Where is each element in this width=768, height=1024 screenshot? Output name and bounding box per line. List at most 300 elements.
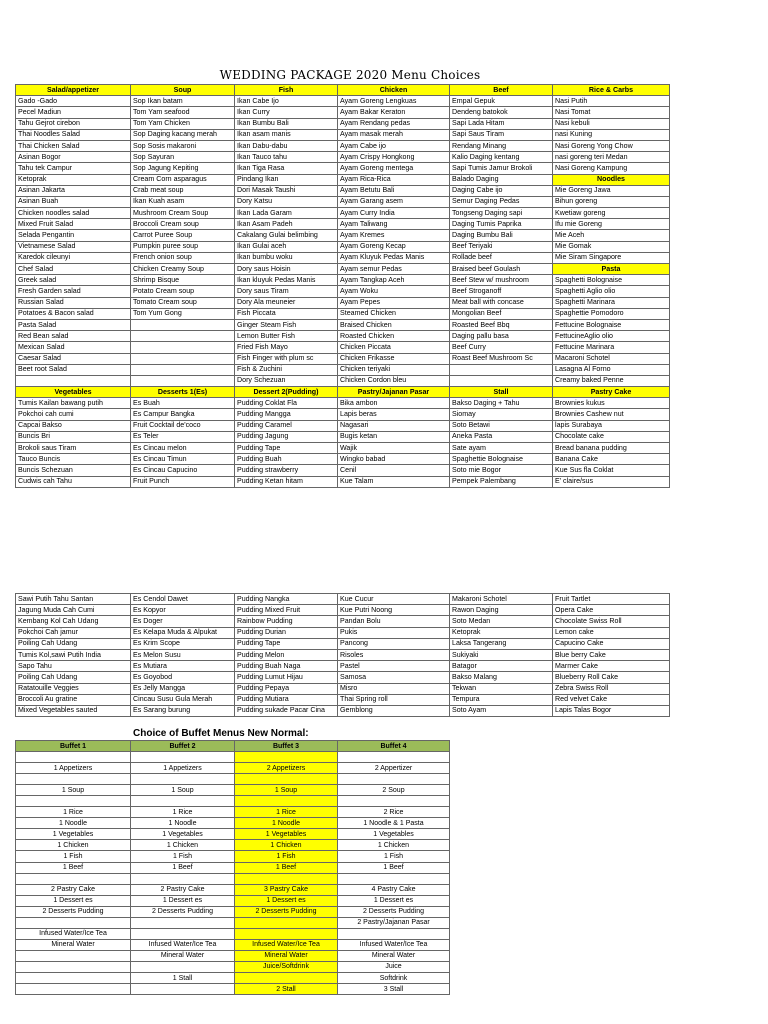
buffet-cell: 1 Appetizers <box>16 763 131 774</box>
subsection-header: Noodles <box>553 174 670 185</box>
table-cell: Sop Ikan batam <box>131 96 235 107</box>
table-cell: Nagasari <box>338 420 450 431</box>
buffet-cell: 1 Noodle <box>16 818 131 829</box>
table-cell: Dendeng batokok <box>450 107 553 118</box>
table-cell: Sukiyaki <box>450 649 553 660</box>
buffet-header-row <box>16 741 450 752</box>
table-cell: Bihun goreng <box>553 196 670 207</box>
table-row <box>16 476 670 487</box>
table-cell: Es Campur Bangka <box>131 409 235 420</box>
column-header: Rice & Carbs <box>553 85 670 96</box>
table-cell: Tempura <box>450 694 553 705</box>
table-cell: Ayam Tangkap Aceh <box>338 275 450 286</box>
buffet-cell: 1 Dessert es <box>235 895 338 906</box>
table-cell: Tongseng Daging sapi <box>450 208 553 219</box>
buffet-cell: 1 Chicken <box>16 840 131 851</box>
table-cell: Potatoes & Bacon salad <box>16 308 131 319</box>
table-cell: Cream Corn asparagus <box>131 174 235 185</box>
buffet-cell: 1 Stall <box>131 972 235 983</box>
buffet-cell <box>16 917 131 928</box>
buffet-column-header: Buffet 3 <box>235 741 338 752</box>
table-cell: Greek salad <box>16 275 131 286</box>
table-row <box>16 431 670 442</box>
table-cell <box>131 319 235 330</box>
buffet-cell <box>131 873 235 884</box>
buffet-cell: Juice <box>338 961 450 972</box>
table-cell: Chef Salad <box>16 264 131 275</box>
buffet-cell: 2 Appertizer <box>338 763 450 774</box>
table-row <box>16 649 670 660</box>
table-row <box>16 694 670 705</box>
buffet-row <box>16 840 450 851</box>
buffet-cell: 3 Pastry Cake <box>235 884 338 895</box>
buffet-row <box>16 906 450 917</box>
buffet-cell: Infused Water/Ice Tea <box>16 928 131 939</box>
table-row <box>16 96 670 107</box>
table-row <box>16 230 670 241</box>
column-header: Pastry Cake <box>553 387 670 398</box>
table-cell <box>16 375 131 386</box>
table-cell: Potato Cream soup <box>131 286 235 297</box>
table-cell: Gemblong <box>338 705 450 716</box>
table-cell: Pecel Madiun <box>16 107 131 118</box>
buffet-cell <box>16 972 131 983</box>
table-cell: Chicken noodles salad <box>16 208 131 219</box>
table-row <box>16 353 670 364</box>
table-cell: Ayam Curry India <box>338 208 450 219</box>
table-row <box>16 443 670 454</box>
buffet-row <box>16 950 450 961</box>
table-cell: Macaroni Schotel <box>553 353 670 364</box>
table-cell: Spaghettie Bolognaise <box>450 454 553 465</box>
table-cell: Fish & Zuchini <box>235 364 338 375</box>
table-cell: Bread banana pudding <box>553 443 670 454</box>
table-cell: Es Sarang burung <box>131 705 235 716</box>
buffet-cell: 1 Fish <box>235 851 338 862</box>
table-cell: Es Kopyor <box>131 605 235 616</box>
buffet-cell: Mineral Water <box>235 950 338 961</box>
table-cell: Es Melon Susu <box>131 649 235 660</box>
buffet-row <box>16 851 450 862</box>
table-row <box>16 616 670 627</box>
table-cell: Ayam Garang asem <box>338 196 450 207</box>
buffet-cell <box>16 984 131 995</box>
table-row <box>16 219 670 230</box>
table-cell: Pokchoi Cah jamur <box>16 627 131 638</box>
table-cell: E' claire/sus <box>553 476 670 487</box>
table-cell: Ayam Kluyuk Pedas Manis <box>338 252 450 263</box>
buffet-cell: 2 Desserts Pudding <box>235 906 338 917</box>
table-cell: Es Cincau melon <box>131 443 235 454</box>
table-cell: Ikan Curry <box>235 107 338 118</box>
table-cell: Bugis ketan <box>338 431 450 442</box>
buffet-row <box>16 763 450 774</box>
buffet-cell <box>338 752 450 763</box>
buffet-cell: 1 Beef <box>16 862 131 873</box>
table-cell: Buncis Schezuan <box>16 465 131 476</box>
table-cell: Tahu Gejrot cirebon <box>16 118 131 129</box>
table-row <box>16 661 670 672</box>
table-cell: Poiling Cah Udang <box>16 638 131 649</box>
table-cell: Fish Finger with plum sc <box>235 353 338 364</box>
buffet-cell: Infused Water/Ice Tea <box>131 939 235 950</box>
table-cell: Mongolian Beef <box>450 308 553 319</box>
table-cell: Nasi Putih <box>553 96 670 107</box>
table-cell: Carrot Puree Soup <box>131 230 235 241</box>
table-cell: Risoles <box>338 649 450 660</box>
table-cell: Pudding Ketan hitam <box>235 476 338 487</box>
table-cell: Dory saus Hoisin <box>235 264 338 275</box>
table-cell: Blueberry Roll Cake <box>553 672 670 683</box>
table-cell: Fried Fish Mayo <box>235 342 338 353</box>
buffet-cell: Mineral Water <box>338 950 450 961</box>
buffet-row <box>16 917 450 928</box>
table-cell: Braised Chicken <box>338 319 450 330</box>
buffet-cell: 1 Beef <box>338 862 450 873</box>
table-cell: Sate ayam <box>450 443 553 454</box>
table-cell: Lapis beras <box>338 409 450 420</box>
table-cell: Ikan Tauco tahu <box>235 152 338 163</box>
table-cell: Fettucine Marinara <box>553 342 670 353</box>
table-cell: Nasi Tomat <box>553 107 670 118</box>
table-cell: Semur Daging Pedas <box>450 196 553 207</box>
table-cell: Ikan Tiga Rasa <box>235 163 338 174</box>
buffet-column-header: Buffet 2 <box>131 741 235 752</box>
table-cell: Lasagna Al Forno <box>553 364 670 375</box>
buffet-cell: 2 Pastry Cake <box>16 884 131 895</box>
table-cell: Pandan Bolu <box>338 616 450 627</box>
buffet-cell: 2 Appetizers <box>235 763 338 774</box>
table-row <box>16 140 670 151</box>
buffet-cell: 1 Vegetables <box>338 829 450 840</box>
table-row <box>16 375 670 386</box>
table-cell: FettucineAglio olio <box>553 331 670 342</box>
buffet-cell <box>235 752 338 763</box>
table-cell: Rawon Daging <box>450 605 553 616</box>
table-cell: Buncis Bri <box>16 431 131 442</box>
table-cell: Ketoprak <box>450 627 553 638</box>
table-cell: Sapi Tumis Jamur Brokoli <box>450 163 553 174</box>
column-header: Beef <box>450 85 553 96</box>
buffet-cell <box>131 774 235 785</box>
table-cell: Chicken Creamy Soup <box>131 264 235 275</box>
table-cell: lapis Surabaya <box>553 420 670 431</box>
table-cell: Kwetiaw goreng <box>553 208 670 219</box>
table-cell: Shrimp Bisque <box>131 275 235 286</box>
buffet-cell: 1 Rice <box>16 807 131 818</box>
table-cell: Siomay <box>450 409 553 420</box>
table-cell: Ikan Dabu-dabu <box>235 140 338 151</box>
table-cell: Sapo Tahu <box>16 661 131 672</box>
table-row <box>16 627 670 638</box>
table-cell: Es Kelapa Muda & Alpukat <box>131 627 235 638</box>
buffet-cell: 1 Soup <box>235 785 338 796</box>
buffet-cell <box>235 796 338 807</box>
table-row <box>16 672 670 683</box>
table-cell: Mushroom Cream Soup <box>131 208 235 219</box>
buffet-row <box>16 796 450 807</box>
buffet-cell: 1 Noodle <box>131 818 235 829</box>
table-cell: Kue Putri Noong <box>338 605 450 616</box>
table-row <box>16 208 670 219</box>
table-cell: Beet root Salad <box>16 364 131 375</box>
buffet-cell: 2 Pastry/Jajanan Pasar <box>338 917 450 928</box>
table-cell: Selada Pengantin <box>16 230 131 241</box>
table-cell: Kue Sus fla Coklat <box>553 465 670 476</box>
table-cell: Pudding Caramel <box>235 420 338 431</box>
table-cell: Pancong <box>338 638 450 649</box>
table-row <box>16 342 670 353</box>
table-row <box>16 163 670 174</box>
table-row <box>16 638 670 649</box>
table-cell: Braised beef Goulash <box>450 264 553 275</box>
table-cell: Red velvet Cake <box>553 694 670 705</box>
buffet-row <box>16 884 450 895</box>
buffet-row <box>16 873 450 884</box>
table-row <box>16 241 670 252</box>
table-cell: Caesar Salad <box>16 353 131 364</box>
buffet-cell: Mineral Water <box>131 950 235 961</box>
table-row <box>16 275 670 286</box>
table-cell: Ayam Taliwang <box>338 219 450 230</box>
buffet-cell <box>338 873 450 884</box>
column-header: Vegetables <box>16 387 131 398</box>
table-cell: Pudding Jagung <box>235 431 338 442</box>
table-cell: Ayam Rica-Rica <box>338 174 450 185</box>
table-cell: Tauco Buncis <box>16 454 131 465</box>
table-cell: Ikan Kuah asam <box>131 196 235 207</box>
table-cell: Samosa <box>338 672 450 683</box>
table-cell: Kalio Daging kentang <box>450 152 553 163</box>
table-row <box>16 605 670 616</box>
table-cell: Sop Jagung Kepiting <box>131 163 235 174</box>
table-cell: Pudding Tape <box>235 443 338 454</box>
table-cell: Pindang Ikan <box>235 174 338 185</box>
table-cell: Roasted Beef Bbq <box>450 319 553 330</box>
table-cell: Ayam Kremes <box>338 230 450 241</box>
buffet-row <box>16 928 450 939</box>
table-cell: Banana Cake <box>553 454 670 465</box>
table-cell: Tom Yum Gong <box>131 308 235 319</box>
buffet-cell <box>16 774 131 785</box>
table-cell: Nasi Goreng Yong Chow <box>553 140 670 151</box>
table-cell: Beef Stroganoff <box>450 286 553 297</box>
table-cell: Ratatouille Veggies <box>16 683 131 694</box>
column-header: Soup <box>131 85 235 96</box>
table-cell: Empal Gepuk <box>450 96 553 107</box>
table-cell: Ayam semur Pedas <box>338 264 450 275</box>
buffet-cell <box>235 917 338 928</box>
table-cell <box>450 364 553 375</box>
table-cell: Roast Beef Mushroom Sc <box>450 353 553 364</box>
buffet-cell: 1 Noodle <box>235 818 338 829</box>
table-cell: Ayam Pepes <box>338 297 450 308</box>
column-header: Desserts 1(Es) <box>131 387 235 398</box>
table-cell: Chicken Cordon bleu <box>338 375 450 386</box>
table-cell: Daging Cabe ijo <box>450 185 553 196</box>
buffet-row <box>16 774 450 785</box>
table-cell: Aneka Pasta <box>450 431 553 442</box>
table-cell: Thai Spring roll <box>338 694 450 705</box>
table-cell: Ikan asam manis <box>235 129 338 140</box>
table-cell: Sapi Saus Tiram <box>450 129 553 140</box>
table-cell <box>450 375 553 386</box>
table-cell: Pudding sukade Pacar Cina <box>235 705 338 716</box>
table-cell: Pudding Tape <box>235 638 338 649</box>
table-cell: Pudding Mixed Fruit <box>235 605 338 616</box>
table-cell: Broccoli Au gratine <box>16 694 131 705</box>
table-cell: Spaghettie Pomodoro <box>553 308 670 319</box>
buffet-table <box>15 740 450 995</box>
table-cell: Pudding Lumut Hijau <box>235 672 338 683</box>
table-cell: Pudding Buah <box>235 454 338 465</box>
table-row <box>16 297 670 308</box>
buffet-row <box>16 972 450 983</box>
buffet-cell: 1 Chicken <box>131 840 235 851</box>
table-row <box>16 364 670 375</box>
table-cell: Ayam Goreng Lengkuas <box>338 96 450 107</box>
buffet-cell: 2 Soup <box>338 785 450 796</box>
table-cell: Es Doger <box>131 616 235 627</box>
table-cell: Rendang Minang <box>450 140 553 151</box>
column-header: Salad/appetizer <box>16 85 131 96</box>
buffet-row <box>16 752 450 763</box>
table-cell: Lemon cake <box>553 627 670 638</box>
table-cell: Ayam Betutu Bali <box>338 185 450 196</box>
table-cell: Ayam Goreng mentega <box>338 163 450 174</box>
table-cell: Fettucine Bolognaise <box>553 319 670 330</box>
buffet-row <box>16 807 450 818</box>
table-row <box>16 107 670 118</box>
table-cell: Bakso Daging + Tahu <box>450 398 553 409</box>
table-cell: Tahu tek Campur <box>16 163 131 174</box>
table-row <box>16 252 670 263</box>
buffet-cell <box>235 928 338 939</box>
table-cell: Daging Tumis Paprika <box>450 219 553 230</box>
table-cell: Vietnamese Salad <box>16 241 131 252</box>
table-cell: Sop Sosis makaroni <box>131 140 235 151</box>
table-cell: Mexican Salad <box>16 342 131 353</box>
table-cell: Pudding Mangga <box>235 409 338 420</box>
table-cell: Roasted Chicken <box>338 331 450 342</box>
table-cell: Soto mie Bogor <box>450 465 553 476</box>
table-cell: Es Cincau Capucino <box>131 465 235 476</box>
table-cell: Pastel <box>338 661 450 672</box>
buffet-cell: Softdrink <box>338 972 450 983</box>
table-cell: Lapis Talas Bogor <box>553 705 670 716</box>
table-cell: Es Goyobod <box>131 672 235 683</box>
table-cell: Chicken teriyaki <box>338 364 450 375</box>
page-title: WEDDING PACKAGE 2020 Menu Choices <box>219 68 481 82</box>
table-cell: Es Mutiara <box>131 661 235 672</box>
table-cell: Asinan Buah <box>16 196 131 207</box>
table-cell: Bika ambon <box>338 398 450 409</box>
table-cell: French onion soup <box>131 252 235 263</box>
table-cell: Dory Ala meuneier <box>235 297 338 308</box>
table-cell: Misro <box>338 683 450 694</box>
table-cell: Sapi Lada Hitam <box>450 118 553 129</box>
table-cell: Pudding Durian <box>235 627 338 638</box>
table-cell: Pumpkin puree soup <box>131 241 235 252</box>
table-cell: Soto Medan <box>450 616 553 627</box>
table-cell: Beef Teriyaki <box>450 241 553 252</box>
table-cell: Es Cincau Timun <box>131 454 235 465</box>
table-cell: Brokoli saus Tiram <box>16 443 131 454</box>
table-cell: Rainbow Pudding <box>235 616 338 627</box>
table-cell: Fruit Tartlet <box>553 594 670 605</box>
column-header: Pastry/Jajanan Pasar <box>338 387 450 398</box>
table-row <box>16 331 670 342</box>
table-cell <box>131 331 235 342</box>
table-row <box>16 308 670 319</box>
buffet-cell <box>235 873 338 884</box>
table-cell: Cakalang Gulai belimbing <box>235 230 338 241</box>
buffet-cell: 1 Soup <box>16 785 131 796</box>
table-cell: Balado Daging <box>450 174 553 185</box>
buffet-cell <box>16 873 131 884</box>
table-cell: Karedok cileunyi <box>16 252 131 263</box>
table-cell: Red Bean salad <box>16 331 131 342</box>
table-cell: Beef Curry <box>450 342 553 353</box>
buffet-cell: 1 Rice <box>131 807 235 818</box>
table-cell: Sop Sayuran <box>131 152 235 163</box>
table-cell: Mie Aceh <box>553 230 670 241</box>
table-cell: Tom Yam Chicken <box>131 118 235 129</box>
buffet-cell <box>131 984 235 995</box>
table-cell: Spaghetti Marinara <box>553 297 670 308</box>
table-cell: Russian Salad <box>16 297 131 308</box>
table-row <box>16 152 670 163</box>
table-cell: Dori Masak Taushi <box>235 185 338 196</box>
buffet-cell: 2 Desserts Pudding <box>338 906 450 917</box>
buffet-cell: 2 Desserts Pudding <box>131 906 235 917</box>
table-row <box>16 174 670 185</box>
table-cell: Kue Cucur <box>338 594 450 605</box>
header-row <box>16 85 670 96</box>
table-cell: Fruit Punch <box>131 476 235 487</box>
buffet-column-header: Buffet 1 <box>16 741 131 752</box>
table-cell: Sop Daging kacang merah <box>131 129 235 140</box>
buffet-row <box>16 984 450 995</box>
table-cell: Rollade beef <box>450 252 553 263</box>
buffet-cell: 2 Rice <box>338 807 450 818</box>
table-cell: Chicken Piccata <box>338 342 450 353</box>
table-cell: Ikan Gulai aceh <box>235 241 338 252</box>
buffet-cell <box>131 961 235 972</box>
buffet-cell <box>338 774 450 785</box>
buffet-cell: 4 Pastry Cake <box>338 884 450 895</box>
table-cell: Capucino Cake <box>553 638 670 649</box>
table-row <box>16 454 670 465</box>
table-cell: Opera Cake <box>553 605 670 616</box>
table-cell: Ayam Crispy Hongkong <box>338 152 450 163</box>
table-cell: Wingko babad <box>338 454 450 465</box>
buffet-cell: 1 Vegetables <box>235 829 338 840</box>
table-cell: Es Teler <box>131 431 235 442</box>
buffet-cell: 1 Appetizers <box>131 763 235 774</box>
table-cell: Tomato Cream soup <box>131 297 235 308</box>
table-cell: Poiling Cah Udang <box>16 672 131 683</box>
menu-table-main <box>15 84 670 488</box>
table-cell: Tumis Kol,sawi Putih India <box>16 649 131 660</box>
table-cell: Kue Talam <box>338 476 450 487</box>
table-cell: Ayam Goreng Kecap <box>338 241 450 252</box>
table-cell: Ifu mie Goreng <box>553 219 670 230</box>
table-cell: Tekwan <box>450 683 553 694</box>
table-cell: Soto Ayam <box>450 705 553 716</box>
buffet-row <box>16 939 450 950</box>
buffet-cell: 1 Dessert es <box>16 895 131 906</box>
